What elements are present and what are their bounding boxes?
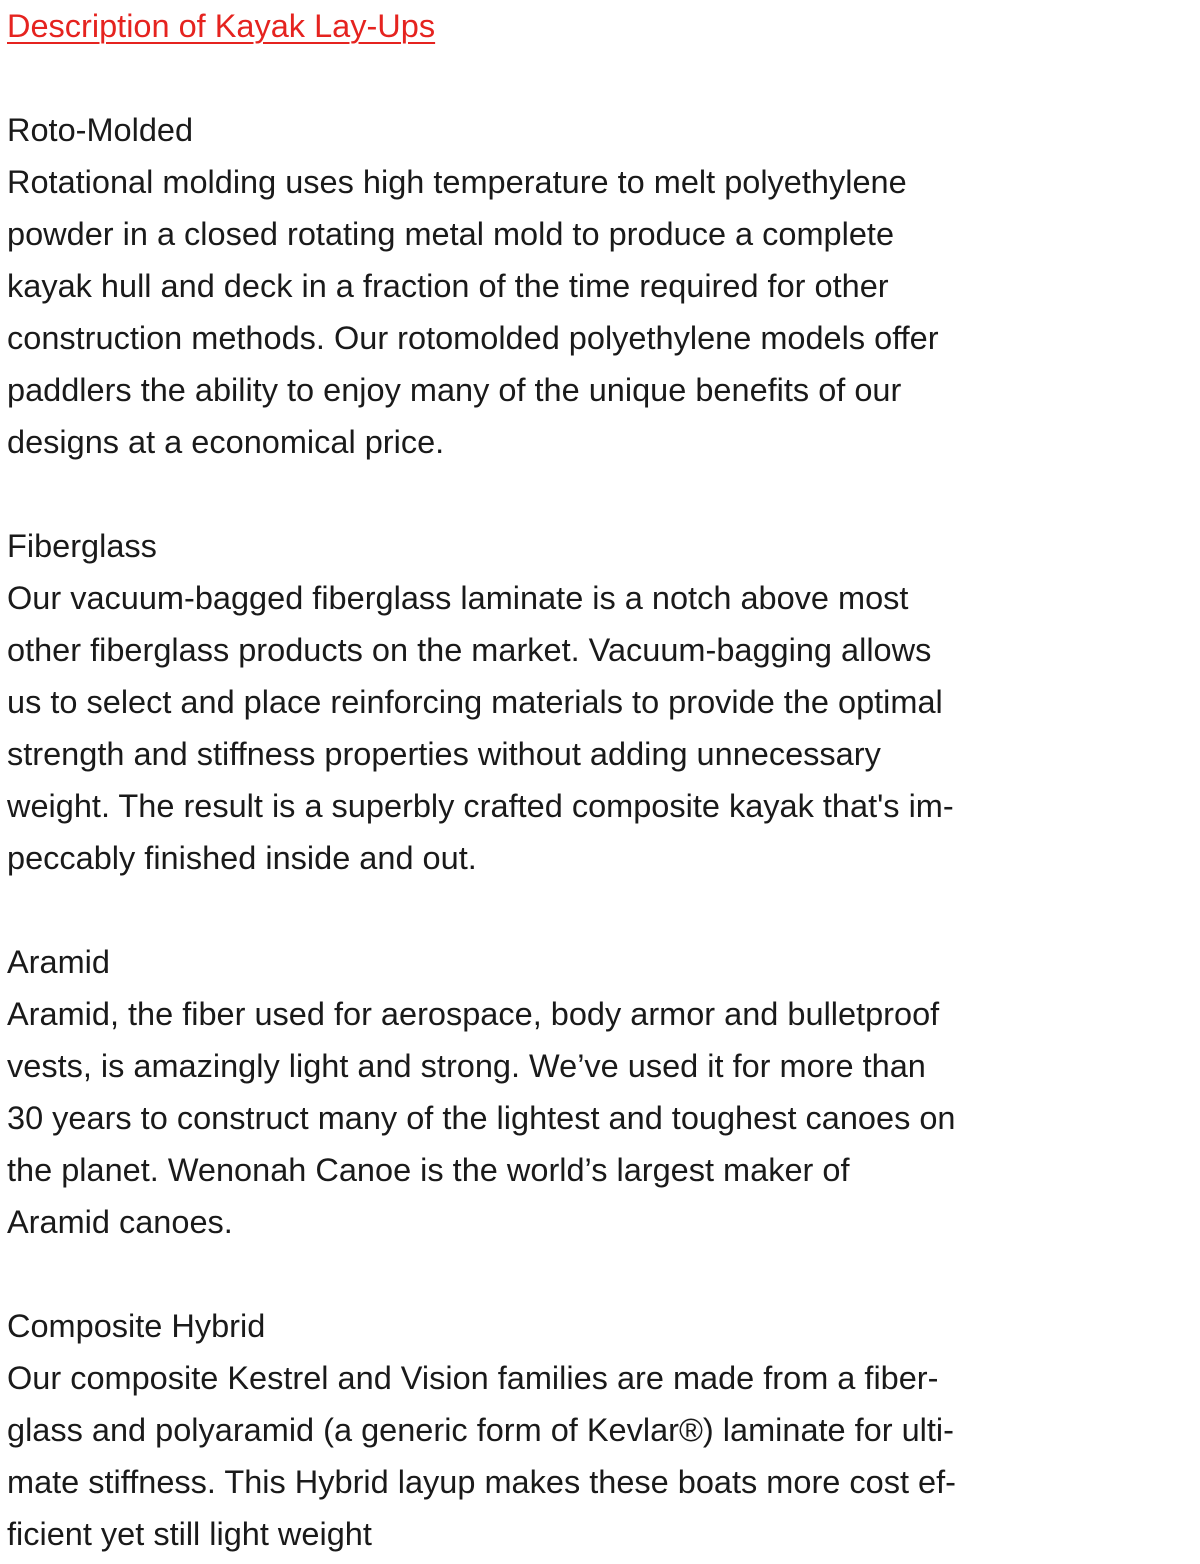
paragraph-line: Our composite Kestrel and Vision families are made from a fiber- <box>7 1360 939 1396</box>
section-gap <box>7 52 1190 104</box>
paragraph-line: designs at a economical price. <box>7 424 445 460</box>
paragraph-line: mate stiffness. This Hybrid layup makes these boats more cost ef- <box>7 1464 956 1500</box>
paragraph-line: Rotational molding uses high temperature to melt polyethylene <box>7 164 907 200</box>
paragraph-line: peccably finished inside and out. <box>7 840 477 876</box>
paragraph-line: strength and stiffness properties without adding unnecessary <box>7 736 881 772</box>
section-fiberglass <box>7 520 1190 884</box>
paragraph-line: paddlers the ability to enjoy many of the unique benefits of our <box>7 372 902 408</box>
paragraph-line: Aramid canoes. <box>7 1204 233 1240</box>
paragraph-line: Our vacuum-bagged fiberglass laminate is a notch above most <box>7 580 909 616</box>
section-roto-molded <box>7 104 1190 468</box>
paragraph-line: 30 years to construct many of the lightest and toughest canoes on <box>7 1100 956 1136</box>
paragraph-line: ficient yet still light weight <box>7 1516 372 1552</box>
paragraph-line: us to select and place reinforcing materials to provide the optimal <box>7 684 943 720</box>
paragraph-line: Aramid, the fiber used for aerospace, body armor and bulletproof <box>7 996 940 1032</box>
paragraph-line: glass and polyaramid (a generic form of Kevlar®) laminate for ulti- <box>7 1412 954 1448</box>
paragraph-line: kayak hull and deck in a fraction of the time required for other <box>7 268 889 304</box>
section-gap <box>7 468 1190 520</box>
section-composite-hybrid <box>7 1300 1190 1560</box>
paragraph-line: the planet. Wenonah Canoe is the world’s largest maker of <box>7 1152 850 1188</box>
paragraph-line: vests, is amazingly light and strong. We’ve used it for more than <box>7 1048 926 1084</box>
paragraph-line: weight. The result is a superbly crafted composite kayak that's im- <box>7 788 954 824</box>
paragraph-line: powder in a closed rotating metal mold to produce a complete <box>7 216 895 252</box>
document-title: Description of Kayak Lay-Ups <box>7 8 436 44</box>
section-gap <box>7 1248 1190 1300</box>
section-aramid <box>7 936 1190 1248</box>
paragraph-line: other fiberglass products on the market. Vacuum-bagging allows <box>7 632 932 668</box>
section-heading: Composite Hybrid <box>7 1308 266 1344</box>
section-heading: Aramid <box>7 944 110 980</box>
section-gap <box>7 884 1190 936</box>
section-heading: Fiberglass <box>7 528 157 564</box>
section-heading: Roto-Molded <box>7 112 194 148</box>
paragraph-line: construction methods. Our rotomolded polyethylene models offer <box>7 320 939 356</box>
